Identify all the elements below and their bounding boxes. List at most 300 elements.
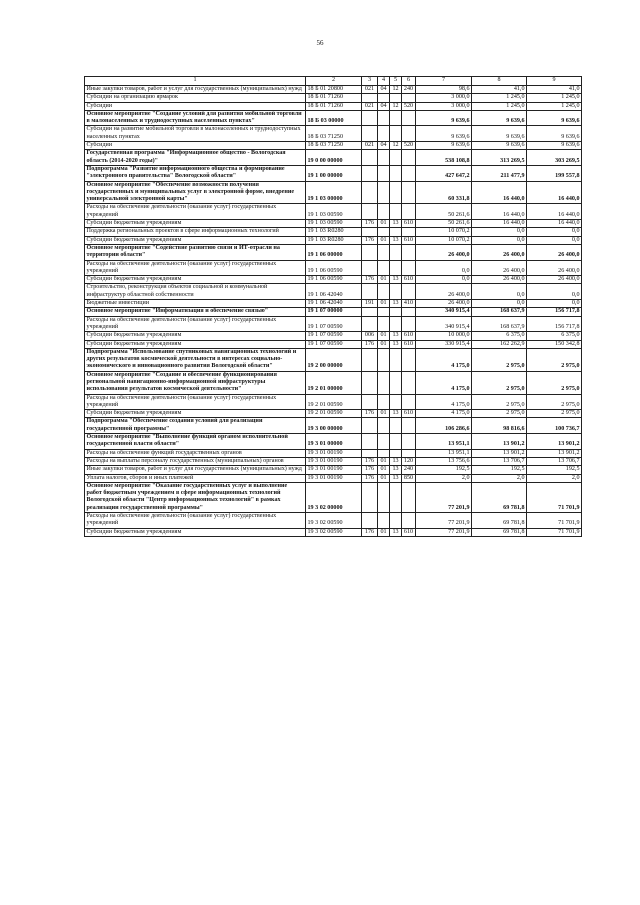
ministry-code-cell bbox=[362, 418, 378, 434]
table-row bbox=[85, 308, 582, 316]
amount-col9-cell: 0,0 bbox=[527, 228, 582, 236]
expense-type-cell bbox=[402, 204, 416, 220]
amount-col9-cell: 156 717,8 bbox=[527, 316, 582, 332]
amount-col8-cell: 192,5 bbox=[472, 466, 527, 474]
amount-col8-cell: 13 901,2 bbox=[472, 434, 527, 450]
amount-col7-cell: 13 951,1 bbox=[416, 449, 472, 457]
subsection-code-cell bbox=[390, 434, 402, 450]
subsection-code-cell bbox=[390, 260, 402, 276]
amount-col8-cell: 69 781,8 bbox=[472, 482, 527, 512]
row-name-cell: Иные закупки товаров, работ и услуг для государственных (муниципальных) нужд bbox=[85, 466, 306, 474]
amount-col7-cell: 13 756,6 bbox=[416, 457, 472, 465]
target-code-cell: 19 1 03 R0280 bbox=[306, 228, 362, 236]
amount-col7-cell: 26 400,0 bbox=[416, 244, 472, 260]
target-code-cell: 19 1 06 00000 bbox=[306, 244, 362, 260]
ministry-code-cell: 176 bbox=[362, 236, 378, 244]
amount-col8-cell: 13 706,7 bbox=[472, 457, 527, 465]
amount-col7-cell: 4 175,0 bbox=[416, 410, 472, 418]
ministry-code-cell bbox=[362, 308, 378, 316]
row-name-cell: Субсидии бюджетным учреждениям bbox=[85, 528, 306, 536]
table-row bbox=[85, 284, 582, 300]
target-code-cell: 19 1 03 00590 bbox=[306, 204, 362, 220]
row-name-cell: Расходы на обеспечение функций государственных органов bbox=[85, 449, 306, 457]
table-row bbox=[85, 332, 582, 340]
amount-col7-cell: 77 201,9 bbox=[416, 482, 472, 512]
table-row bbox=[85, 466, 582, 474]
expense-type-cell bbox=[402, 418, 416, 434]
expense-type-cell: 240 bbox=[402, 86, 416, 94]
amount-col8-cell: 69 781,8 bbox=[472, 528, 527, 536]
section-code-cell bbox=[378, 94, 390, 102]
table-row bbox=[85, 513, 582, 529]
amount-col8-cell: 168 637,9 bbox=[472, 308, 527, 316]
target-code-cell: 19 2 01 00000 bbox=[306, 371, 362, 394]
amount-col7-cell: 3 000,0 bbox=[416, 94, 472, 102]
amount-col8-cell: 16 440,0 bbox=[472, 220, 527, 228]
amount-col8-cell: 162 262,9 bbox=[472, 340, 527, 348]
section-code-cell bbox=[378, 181, 390, 204]
row-name-cell: Субсидии бюджетным учреждениям bbox=[85, 410, 306, 418]
target-code-cell: 19 3 00 00000 bbox=[306, 418, 362, 434]
amount-col9-cell: 13 901,2 bbox=[527, 434, 582, 450]
section-code-cell bbox=[378, 244, 390, 260]
expense-type-cell bbox=[402, 449, 416, 457]
section-code-cell bbox=[378, 284, 390, 300]
section-code-cell bbox=[378, 308, 390, 316]
amount-col8-cell: 0,0 bbox=[472, 228, 527, 236]
budget-table bbox=[84, 76, 582, 537]
amount-col8-cell: 0,0 bbox=[472, 300, 527, 308]
target-code-cell: 18 Б 03 71250 bbox=[306, 126, 362, 142]
ministry-code-cell bbox=[362, 348, 378, 371]
amount-col9-cell: 156 717,8 bbox=[527, 308, 582, 316]
table-row bbox=[85, 220, 582, 228]
header-cell: 4 bbox=[378, 77, 390, 86]
amount-col7-cell: 340 915,4 bbox=[416, 308, 472, 316]
target-code-cell: 19 3 01 00190 bbox=[306, 457, 362, 465]
subsection-code-cell bbox=[390, 126, 402, 142]
amount-col9-cell: 0,0 bbox=[527, 236, 582, 244]
subsection-code-cell: 13 bbox=[390, 457, 402, 465]
ministry-code-cell bbox=[362, 94, 378, 102]
table-row bbox=[85, 142, 582, 150]
subsection-code-cell bbox=[390, 204, 402, 220]
table-row bbox=[85, 482, 582, 512]
ministry-code-cell bbox=[362, 150, 378, 166]
table-row bbox=[85, 348, 582, 371]
table-row bbox=[85, 528, 582, 536]
amount-col9-cell: 9 639,6 bbox=[527, 142, 582, 150]
amount-col8-cell: 2,0 bbox=[472, 474, 527, 482]
target-code-cell: 19 1 03 00590 bbox=[306, 220, 362, 228]
amount-col8-cell: 9 639,6 bbox=[472, 126, 527, 142]
expense-type-cell bbox=[402, 316, 416, 332]
subsection-code-cell bbox=[390, 371, 402, 394]
row-name-cell: Расходы на выплаты персоналу государственных (муниципальных) органов bbox=[85, 457, 306, 465]
ministry-code-cell: 176 bbox=[362, 528, 378, 536]
ministry-code-cell: 176 bbox=[362, 220, 378, 228]
target-code-cell: 19 1 03 R0280 bbox=[306, 236, 362, 244]
target-code-cell: 19 1 03 00000 bbox=[306, 181, 362, 204]
amount-col9-cell: 303 269,5 bbox=[527, 150, 582, 166]
expense-type-cell bbox=[402, 482, 416, 512]
expense-type-cell: 610 bbox=[402, 410, 416, 418]
amount-col9-cell: 1 245,0 bbox=[527, 94, 582, 102]
section-code-cell bbox=[378, 434, 390, 450]
subsection-code-cell bbox=[390, 181, 402, 204]
amount-col8-cell: 168 637,9 bbox=[472, 316, 527, 332]
target-code-cell: 19 1 06 42040 bbox=[306, 284, 362, 300]
ministry-code-cell bbox=[362, 228, 378, 236]
row-name-cell: Подпрограмма "Использование спутниковых навигационных технологий и других результатов космической деятельности в интересах социально-экономического и инновационного развития Вологодской области" bbox=[85, 348, 306, 371]
expense-type-cell bbox=[402, 513, 416, 529]
ministry-code-cell bbox=[362, 181, 378, 204]
table-row bbox=[85, 86, 582, 94]
expense-type-cell: 120 bbox=[402, 457, 416, 465]
target-code-cell: 19 2 01 00590 bbox=[306, 410, 362, 418]
target-code-cell: 18 Б 03 00000 bbox=[306, 110, 362, 126]
section-code-cell: 01 bbox=[378, 340, 390, 348]
amount-col8-cell: 26 400,0 bbox=[472, 244, 527, 260]
amount-col8-cell: 26 400,0 bbox=[472, 276, 527, 284]
table-row bbox=[85, 236, 582, 244]
page-number: 56 bbox=[316, 39, 324, 47]
subsection-code-cell: 13 bbox=[390, 410, 402, 418]
ministry-code-cell bbox=[362, 449, 378, 457]
ministry-code-cell bbox=[362, 316, 378, 332]
expense-type-cell: 520 bbox=[402, 142, 416, 150]
ministry-code-cell: 176 bbox=[362, 474, 378, 482]
ministry-code-cell bbox=[362, 394, 378, 410]
amount-col8-cell: 16 440,0 bbox=[472, 181, 527, 204]
amount-col7-cell: 3 000,0 bbox=[416, 102, 472, 110]
amount-col8-cell: 211 477,9 bbox=[472, 165, 527, 181]
target-code-cell: 19 3 01 00190 bbox=[306, 466, 362, 474]
expense-type-cell bbox=[402, 181, 416, 204]
subsection-code-cell bbox=[390, 150, 402, 166]
amount-col9-cell: 9 639,6 bbox=[527, 126, 582, 142]
ministry-code-cell: 006 bbox=[362, 332, 378, 340]
row-name-cell: Строительство, реконструкция объектов социальной и коммунальной инфраструктур областной собственности bbox=[85, 284, 306, 300]
ministry-code-cell bbox=[362, 284, 378, 300]
section-code-cell bbox=[378, 260, 390, 276]
section-code-cell bbox=[378, 348, 390, 371]
ministry-code-cell: 176 bbox=[362, 340, 378, 348]
amount-col7-cell: 340 915,4 bbox=[416, 316, 472, 332]
section-code-cell bbox=[378, 371, 390, 394]
amount-col7-cell: 9 639,6 bbox=[416, 126, 472, 142]
target-code-cell: 19 3 01 00190 bbox=[306, 474, 362, 482]
expense-type-cell bbox=[402, 126, 416, 142]
ministry-code-cell bbox=[362, 110, 378, 126]
table-row bbox=[85, 410, 582, 418]
row-name-cell: Субсидии бюджетным учреждениям bbox=[85, 276, 306, 284]
amount-col8-cell: 2 975,0 bbox=[472, 371, 527, 394]
amount-col7-cell: 4 175,0 bbox=[416, 348, 472, 371]
subsection-code-cell: 13 bbox=[390, 300, 402, 308]
section-code-cell: 04 bbox=[378, 142, 390, 150]
row-name-cell: Основное мероприятие "Содействие развитию связи и ИТ-отрасли на территории области" bbox=[85, 244, 306, 260]
amount-col9-cell: 9 639,6 bbox=[527, 110, 582, 126]
table-row bbox=[85, 316, 582, 332]
amount-col9-cell: 13 706,7 bbox=[527, 457, 582, 465]
row-name-cell: Субсидии бюджетным учреждениям bbox=[85, 340, 306, 348]
amount-col8-cell: 26 400,0 bbox=[472, 260, 527, 276]
header-cell: 2 bbox=[306, 77, 362, 86]
amount-col9-cell: 26 400,0 bbox=[527, 276, 582, 284]
table-row bbox=[85, 102, 582, 110]
target-code-cell: 19 2 00 00000 bbox=[306, 348, 362, 371]
amount-col7-cell: 77 201,9 bbox=[416, 528, 472, 536]
target-code-cell: 19 1 00 00000 bbox=[306, 165, 362, 181]
target-code-cell: 19 1 06 42040 bbox=[306, 300, 362, 308]
amount-col9-cell: 0,0 bbox=[527, 284, 582, 300]
subsection-code-cell: 13 bbox=[390, 276, 402, 284]
amount-col8-cell: 6 375,0 bbox=[472, 332, 527, 340]
target-code-cell: 19 1 06 00590 bbox=[306, 260, 362, 276]
amount-col8-cell: 0,0 bbox=[472, 236, 527, 244]
table-row bbox=[85, 126, 582, 142]
expense-type-cell bbox=[402, 110, 416, 126]
expense-type-cell: 610 bbox=[402, 236, 416, 244]
amount-col7-cell: 26 400,0 bbox=[416, 284, 472, 300]
amount-col9-cell: 71 701,9 bbox=[527, 482, 582, 512]
amount-col9-cell: 16 440,0 bbox=[527, 204, 582, 220]
subsection-code-cell bbox=[390, 228, 402, 236]
amount-col9-cell: 199 557,8 bbox=[527, 165, 582, 181]
subsection-code-cell bbox=[390, 394, 402, 410]
subsection-code-cell: 12 bbox=[390, 86, 402, 94]
amount-col9-cell: 1 245,0 bbox=[527, 102, 582, 110]
row-name-cell: Бюджетные инвестиции bbox=[85, 300, 306, 308]
ministry-code-cell bbox=[362, 260, 378, 276]
amount-col7-cell: 4 175,0 bbox=[416, 394, 472, 410]
ministry-code-cell bbox=[362, 371, 378, 394]
subsection-code-cell bbox=[390, 284, 402, 300]
amount-col7-cell: 9 639,6 bbox=[416, 110, 472, 126]
amount-col8-cell: 16 440,0 bbox=[472, 204, 527, 220]
amount-col9-cell: 2 975,0 bbox=[527, 394, 582, 410]
amount-col7-cell: 0,0 bbox=[416, 260, 472, 276]
row-name-cell: Расходы на обеспечение деятельности (оказание услуг) государственных учреждений bbox=[85, 204, 306, 220]
amount-col7-cell: 192,5 bbox=[416, 466, 472, 474]
ministry-code-cell bbox=[362, 434, 378, 450]
subsection-code-cell bbox=[390, 316, 402, 332]
amount-col8-cell: 1 245,0 bbox=[472, 102, 527, 110]
subsection-code-cell bbox=[390, 418, 402, 434]
expense-type-cell bbox=[402, 94, 416, 102]
ministry-code-cell: 176 bbox=[362, 410, 378, 418]
row-name-cell: Субсидии бюджетным учреждениям bbox=[85, 332, 306, 340]
subsection-code-cell: 13 bbox=[390, 236, 402, 244]
section-code-cell bbox=[378, 482, 390, 512]
subsection-code-cell bbox=[390, 308, 402, 316]
section-code-cell: 01 bbox=[378, 457, 390, 465]
amount-col7-cell: 50 261,6 bbox=[416, 204, 472, 220]
subsection-code-cell: 12 bbox=[390, 102, 402, 110]
row-name-cell: Основное мероприятие "Выполнение функций органом исполнительной государственной власти области" bbox=[85, 434, 306, 450]
expense-type-cell: 410 bbox=[402, 300, 416, 308]
amount-col9-cell: 16 440,0 bbox=[527, 220, 582, 228]
target-code-cell: 19 3 02 00000 bbox=[306, 482, 362, 512]
section-code-cell: 01 bbox=[378, 300, 390, 308]
row-name-cell: Иные закупки товаров, работ и услуг для государственных (муниципальных) нужд bbox=[85, 86, 306, 94]
amount-col8-cell: 2 975,0 bbox=[472, 410, 527, 418]
subsection-code-cell bbox=[390, 94, 402, 102]
target-code-cell: 19 1 07 00000 bbox=[306, 308, 362, 316]
row-name-cell: Поддержка региональных проектов в сфере информационных технологий bbox=[85, 228, 306, 236]
row-name-cell: Подпрограмма "Обеспечение создания условий для реализации государственной программы" bbox=[85, 418, 306, 434]
header-row bbox=[85, 77, 582, 86]
target-code-cell: 19 1 07 00590 bbox=[306, 316, 362, 332]
subsection-code-cell: 12 bbox=[390, 142, 402, 150]
row-name-cell: Основное мероприятие "Создание и обеспечение функционирования региональной навигационно-информационной инфраструктуры использования результатов космической деятельности" bbox=[85, 371, 306, 394]
amount-col9-cell: 2,0 bbox=[527, 474, 582, 482]
table-row bbox=[85, 94, 582, 102]
subsection-code-cell: 13 bbox=[390, 220, 402, 228]
header-cell: 8 bbox=[472, 77, 527, 86]
row-name-cell: Субсидии bbox=[85, 142, 306, 150]
row-name-cell: Основное мероприятие "Оказание государственных услуг и выполнение работ бюджетным учреждением в сфере информационных технологий Вологодской области "Центр информационных технологий" в рамках реализации государственной программы" bbox=[85, 482, 306, 512]
ministry-code-cell bbox=[362, 482, 378, 512]
amount-col7-cell: 9 639,6 bbox=[416, 142, 472, 150]
row-name-cell: Расходы на обеспечение деятельности (оказание услуг) государственных учреждений bbox=[85, 513, 306, 529]
amount-col7-cell: 0,0 bbox=[416, 276, 472, 284]
section-code-cell: 01 bbox=[378, 332, 390, 340]
table-row bbox=[85, 300, 582, 308]
expense-type-cell bbox=[402, 348, 416, 371]
target-code-cell: 19 3 01 00190 bbox=[306, 449, 362, 457]
expense-type-cell bbox=[402, 394, 416, 410]
ministry-code-cell: 176 bbox=[362, 457, 378, 465]
amount-col9-cell: 2 975,0 bbox=[527, 410, 582, 418]
ministry-code-cell bbox=[362, 165, 378, 181]
amount-col7-cell: 2,0 bbox=[416, 474, 472, 482]
ministry-code-cell: 021 bbox=[362, 142, 378, 150]
amount-col7-cell: 330 915,4 bbox=[416, 340, 472, 348]
amount-col9-cell: 6 375,0 bbox=[527, 332, 582, 340]
expense-type-cell bbox=[402, 260, 416, 276]
expense-type-cell bbox=[402, 371, 416, 394]
target-code-cell: 19 1 07 00590 bbox=[306, 332, 362, 340]
expense-type-cell bbox=[402, 434, 416, 450]
table-row bbox=[85, 474, 582, 482]
table-row bbox=[85, 418, 582, 434]
subsection-code-cell: 13 bbox=[390, 528, 402, 536]
amount-col8-cell: 1 245,0 bbox=[472, 94, 527, 102]
amount-col8-cell: 98 816,6 bbox=[472, 418, 527, 434]
section-code-cell bbox=[378, 126, 390, 142]
row-name-cell: Расходы на обеспечение деятельности (оказание услуг) государственных учреждений bbox=[85, 316, 306, 332]
amount-col9-cell: 41,0 bbox=[527, 86, 582, 94]
header-cell: 7 bbox=[416, 77, 472, 86]
amount-col9-cell: 100 736,7 bbox=[527, 418, 582, 434]
amount-col7-cell: 26 400,0 bbox=[416, 300, 472, 308]
subsection-code-cell bbox=[390, 482, 402, 512]
table-row bbox=[85, 181, 582, 204]
target-code-cell: 19 1 06 00590 bbox=[306, 276, 362, 284]
amount-col8-cell: 313 269,5 bbox=[472, 150, 527, 166]
expense-type-cell: 610 bbox=[402, 276, 416, 284]
amount-col7-cell: 13 951,1 bbox=[416, 434, 472, 450]
amount-col7-cell: 10 000,0 bbox=[416, 332, 472, 340]
table-row bbox=[85, 228, 582, 236]
table-row bbox=[85, 457, 582, 465]
amount-col9-cell: 26 400,0 bbox=[527, 244, 582, 260]
amount-col9-cell: 13 901,2 bbox=[527, 449, 582, 457]
expense-type-cell: 610 bbox=[402, 340, 416, 348]
target-code-cell: 19 3 02 00590 bbox=[306, 513, 362, 529]
target-code-cell: 18 Б 01 20800 bbox=[306, 86, 362, 94]
table-row bbox=[85, 204, 582, 220]
row-name-cell: Основное мероприятие "Информатизация и обеспечение связью" bbox=[85, 308, 306, 316]
row-name-cell: Основное мероприятие "Обеспечение возможности получения государственных и муниципальных услуг в электронной форме, внедрение универсальной электронной карты" bbox=[85, 181, 306, 204]
row-name-cell: Основное мероприятие "Создание условий для развития мобильной торговли в малонаселенных и труднодоступных населенных пунктах" bbox=[85, 110, 306, 126]
section-code-cell bbox=[378, 204, 390, 220]
amount-col7-cell: 538 108,8 bbox=[416, 150, 472, 166]
subsection-code-cell bbox=[390, 449, 402, 457]
amount-col8-cell: 2 975,0 bbox=[472, 394, 527, 410]
section-code-cell bbox=[378, 316, 390, 332]
amount-col8-cell: 9 639,6 bbox=[472, 142, 527, 150]
amount-col7-cell: 106 286,6 bbox=[416, 418, 472, 434]
target-code-cell: 19 0 00 00000 bbox=[306, 150, 362, 166]
ministry-code-cell bbox=[362, 126, 378, 142]
row-name-cell: Субсидии на организацию ярмарок bbox=[85, 94, 306, 102]
header-cell: 9 bbox=[527, 77, 582, 86]
expense-type-cell bbox=[402, 150, 416, 166]
row-name-cell: Уплата налогов, сборов и иных платежей bbox=[85, 474, 306, 482]
header-cell: 6 bbox=[402, 77, 416, 86]
ministry-code-cell bbox=[362, 513, 378, 529]
amount-col7-cell: 10 070,2 bbox=[416, 228, 472, 236]
section-code-cell bbox=[378, 394, 390, 410]
target-code-cell: 19 3 01 00000 bbox=[306, 434, 362, 450]
amount-col7-cell: 10 070,2 bbox=[416, 236, 472, 244]
expense-type-cell bbox=[402, 308, 416, 316]
ministry-code-cell: 021 bbox=[362, 102, 378, 110]
amount-col8-cell: 9 639,6 bbox=[472, 110, 527, 126]
table-row bbox=[85, 110, 582, 126]
section-code-cell bbox=[378, 449, 390, 457]
subsection-code-cell bbox=[390, 513, 402, 529]
expense-type-cell: 610 bbox=[402, 220, 416, 228]
row-name-cell: Государственная программа "Информационное общество - Вологодская область (2014-2020 годы)" bbox=[85, 150, 306, 166]
table-row bbox=[85, 371, 582, 394]
amount-col9-cell: 2 975,0 bbox=[527, 348, 582, 371]
row-name-cell: Расходы на обеспечение деятельности (оказание услуг) государственных учреждений bbox=[85, 260, 306, 276]
amount-col7-cell: 4 175,0 bbox=[416, 371, 472, 394]
table-row bbox=[85, 260, 582, 276]
section-code-cell bbox=[378, 150, 390, 166]
row-name-cell: Субсидии bbox=[85, 102, 306, 110]
amount-col7-cell: 50 261,6 bbox=[416, 220, 472, 228]
ministry-code-cell: 176 bbox=[362, 276, 378, 284]
table-row bbox=[85, 150, 582, 166]
header-cell: 1 bbox=[85, 77, 306, 86]
ministry-code-cell bbox=[362, 204, 378, 220]
row-name-cell: Субсидии бюджетным учреждениям bbox=[85, 236, 306, 244]
subsection-code-cell: 13 bbox=[390, 340, 402, 348]
amount-col8-cell: 2 975,0 bbox=[472, 348, 527, 371]
expense-type-cell: 610 bbox=[402, 528, 416, 536]
amount-col9-cell: 0,0 bbox=[527, 300, 582, 308]
section-code-cell: 04 bbox=[378, 102, 390, 110]
expense-type-cell: 520 bbox=[402, 102, 416, 110]
amount-col9-cell: 26 400,0 bbox=[527, 260, 582, 276]
table-row bbox=[85, 276, 582, 284]
header-cell: 5 bbox=[390, 77, 402, 86]
